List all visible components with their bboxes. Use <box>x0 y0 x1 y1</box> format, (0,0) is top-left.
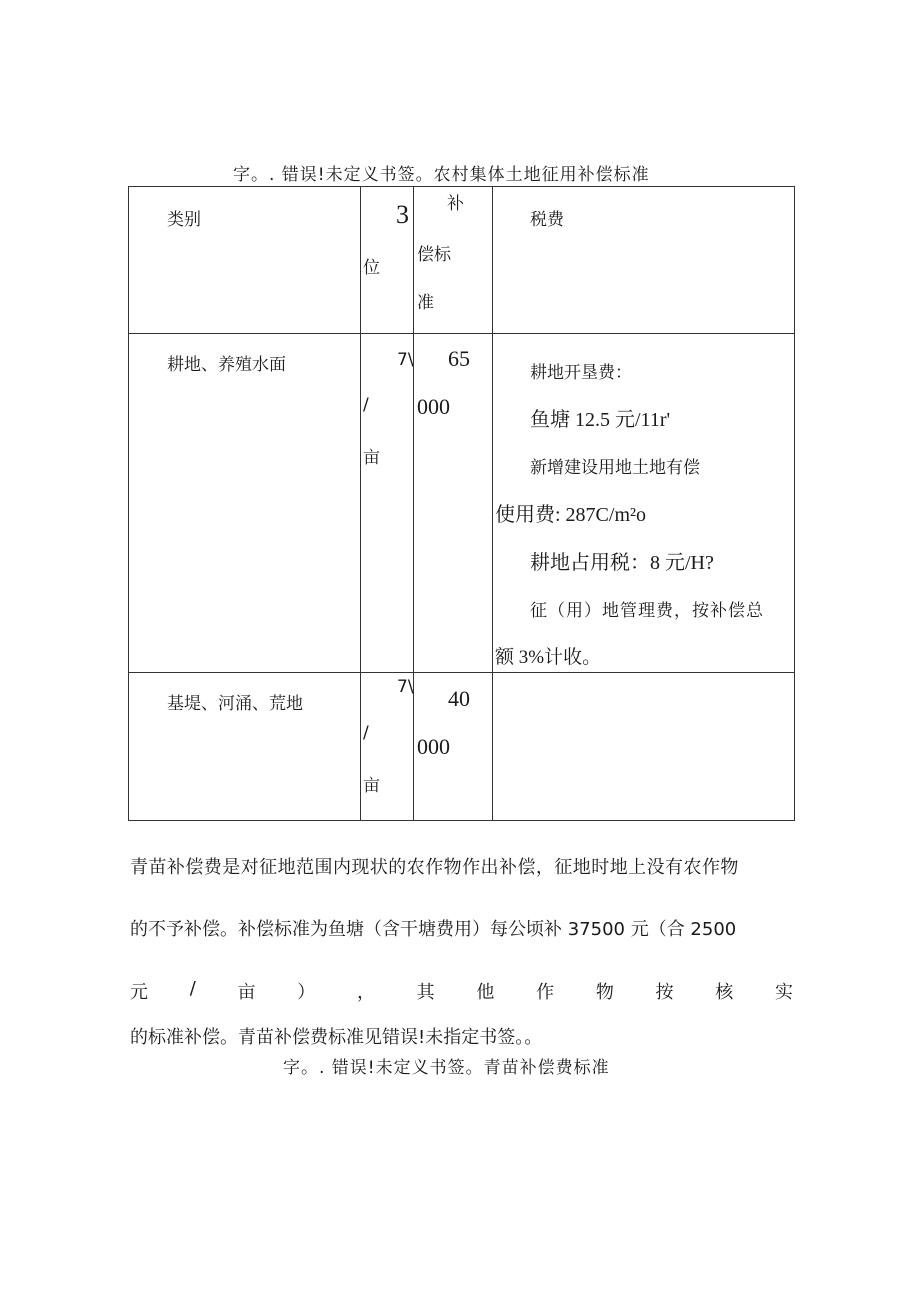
paragraph-token: 核 <box>715 982 734 1003</box>
paragraph-line-4: 的标准补偿。青苗补偿费标准见错误!未指定书签。。 <box>130 1027 543 1048</box>
paragraph-token: 实 <box>774 982 793 1003</box>
paragraph-line-3 <box>130 978 793 1004</box>
table-col-divider <box>413 186 414 821</box>
row1-standard-2: 000 <box>417 394 450 419</box>
paragraph-token: 按 <box>655 982 674 1003</box>
row1-fee-line: 使用费: 287C/m²o <box>495 504 647 526</box>
row2-unit-3: 亩 <box>363 776 380 796</box>
row2-unit-2: / <box>363 723 369 743</box>
row2-standard-2: 000 <box>417 734 450 759</box>
row1-unit-3: 亩 <box>363 448 380 468</box>
header-standard-2: 偿标 <box>417 245 451 265</box>
row1-fee-line: 额 3%计收。 <box>495 647 602 668</box>
paragraph-token: ， <box>356 982 375 1003</box>
row2-category: 基堤、河涌、荒地 <box>167 694 303 714</box>
paragraph-line-2: 的不予补偿。补偿标准为鱼塘（含干塘费用）每公顷补 37500 元（合 2500 <box>130 919 737 940</box>
row1-unit-2: / <box>363 395 369 415</box>
row1-fee-line: 耕地占用税：8 元/H? <box>530 552 714 574</box>
paragraph-token: 他 <box>476 982 495 1003</box>
table-border-right <box>794 186 795 821</box>
header-fees: 税费 <box>530 210 564 230</box>
row2-unit-1: 7\ <box>397 677 414 697</box>
table-border-top <box>128 186 795 187</box>
paragraph-token: 物 <box>595 982 614 1003</box>
header-unit: 位 <box>363 258 380 278</box>
seedling-table-caption: 字。. 错误!未定义书签。青苗补偿费标准 <box>283 1058 610 1078</box>
header-category: 类别 <box>167 210 201 230</box>
row1-unit-1: 7\ <box>397 350 414 370</box>
paragraph-token: 作 <box>536 982 555 1003</box>
paragraph-token: 元 <box>130 982 148 1003</box>
paragraph-token: 其 <box>416 982 435 1003</box>
table-caption: 字。. 错误!未定义书签。农村集体土地征用补偿标准 <box>233 165 650 185</box>
header-standard-1: 补 <box>447 194 464 214</box>
table-col-divider <box>360 186 361 821</box>
row1-fee-line: 鱼塘 12.5 元/11r' <box>530 409 671 431</box>
header-standard-3: 准 <box>417 293 434 313</box>
row1-category: 耕地、养殖水面 <box>167 355 286 375</box>
row1-fee-line: 耕地开垦费： <box>530 363 632 383</box>
paragraph-line-1: 青苗补偿费是对征地范围内现状的农作物作出补偿，征地时地上没有农作物 <box>130 857 739 878</box>
table-border-bottom <box>128 820 795 821</box>
table-border-left <box>128 186 129 821</box>
table-col-divider <box>492 186 493 821</box>
table-row-divider <box>128 672 795 673</box>
row1-fee-line: 征（用）地管理费，按补偿总 <box>530 601 764 621</box>
row2-standard-1: 40 <box>448 686 470 711</box>
paragraph-token: 亩 <box>237 982 256 1003</box>
row1-standard-1: 65 <box>448 346 470 371</box>
paragraph-token: ） <box>297 982 316 1003</box>
paragraph-token: / <box>189 978 196 999</box>
header-unit-number: 3 <box>396 200 409 229</box>
table-row-divider <box>128 333 795 334</box>
row1-fee-line: 新增建设用地土地有偿 <box>530 458 700 478</box>
